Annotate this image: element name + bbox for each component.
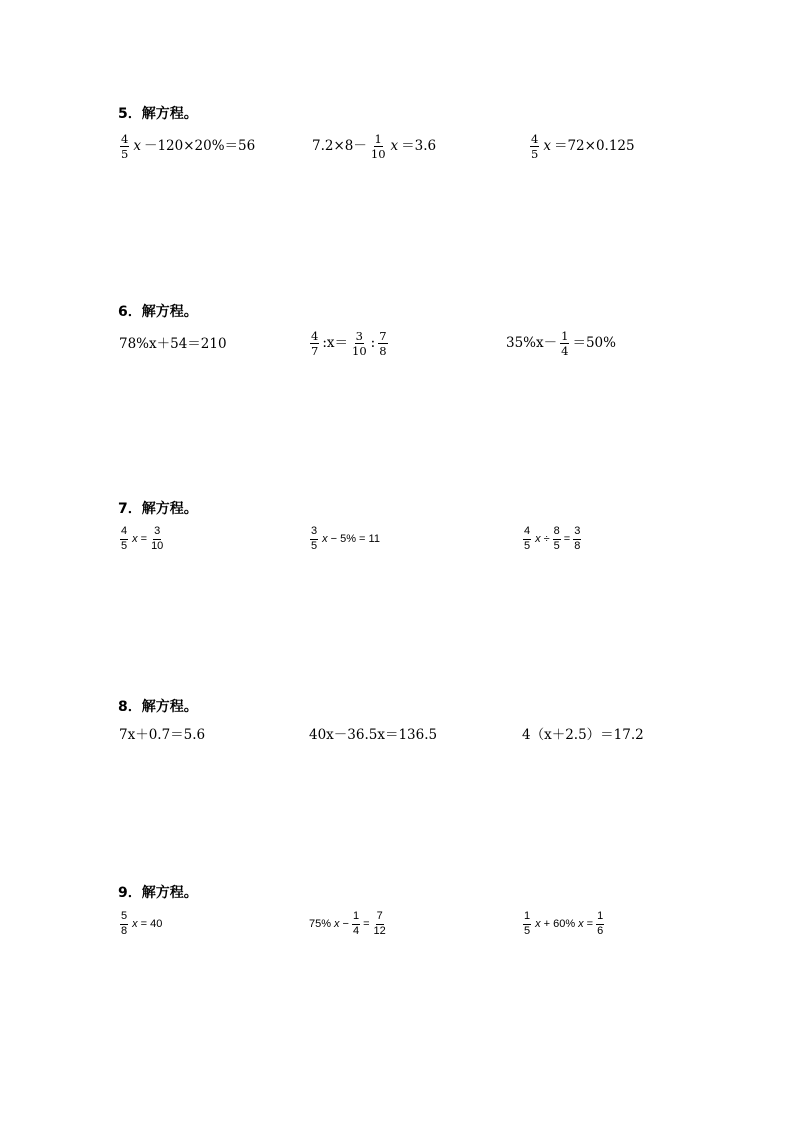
equation-text: 75% xyxy=(309,917,332,930)
fraction xyxy=(560,330,569,357)
problem-6-heading: 6．解方程。 xyxy=(118,304,198,320)
fraction xyxy=(120,133,129,160)
fraction xyxy=(352,911,360,937)
equation-text: 40x－36.5x＝136.5 xyxy=(309,727,438,743)
fraction-denominator: 5 xyxy=(524,539,531,552)
fraction-denominator: 6 xyxy=(597,924,604,937)
equation-text: − 5% = 11 xyxy=(330,532,380,545)
equation-text: + 60% xyxy=(543,917,576,930)
problem-8-equation-1 xyxy=(118,729,206,743)
problem-6-equation-2 xyxy=(308,330,390,357)
fraction-denominator: 10 xyxy=(352,344,367,359)
fraction xyxy=(373,911,387,937)
fraction-numerator: 3 xyxy=(153,526,161,540)
variable: x xyxy=(133,137,141,154)
equation-text: = xyxy=(586,917,594,930)
problem-7-equation-1 xyxy=(118,526,166,552)
equation-text: = xyxy=(563,532,571,545)
fraction-denominator: 12 xyxy=(373,924,386,937)
fraction xyxy=(523,526,531,552)
problem-5-equation-2 xyxy=(311,133,437,160)
fraction xyxy=(351,330,368,357)
problem-9-equation-3 xyxy=(521,911,606,937)
problem-6-equation-1 xyxy=(118,338,228,352)
problem-5-heading: 5．解方程。 xyxy=(118,106,198,122)
fraction-numerator: 4 xyxy=(531,132,539,146)
equation-text: ÷ xyxy=(543,532,550,545)
fraction-denominator: 8 xyxy=(379,344,387,359)
fraction xyxy=(596,911,604,937)
equation-text: －120×20%＝56 xyxy=(143,137,256,154)
equation-text: 78%x＋54＝210 xyxy=(119,336,227,352)
equation-text: ＝50% xyxy=(572,334,616,351)
variable: x xyxy=(334,917,340,930)
fraction-numerator: 4 xyxy=(311,329,319,343)
fraction-denominator: 5 xyxy=(531,147,539,162)
fraction-denominator: 4 xyxy=(561,344,569,359)
fraction xyxy=(120,911,128,937)
equation-text: ＝3.6 xyxy=(401,137,437,154)
fraction-denominator: 4 xyxy=(352,924,360,937)
fraction-denominator: 5 xyxy=(121,539,128,552)
variable: x xyxy=(543,137,551,154)
problem-5-equation-1 xyxy=(118,133,256,160)
fraction-numerator: 8 xyxy=(553,526,561,540)
problem-8-equation-3 xyxy=(521,729,645,743)
fraction xyxy=(150,526,164,552)
fraction xyxy=(573,526,581,552)
fraction-numerator: 1 xyxy=(523,911,531,925)
equation-text: :x＝ xyxy=(322,334,348,351)
fraction-denominator: 5 xyxy=(311,539,318,552)
fraction-numerator: 7 xyxy=(379,329,387,343)
fraction xyxy=(310,526,318,552)
problem-5-equation-3 xyxy=(528,133,636,160)
problem-7-equation-2 xyxy=(308,526,381,552)
problem-6-equation-3 xyxy=(505,330,617,357)
fraction-numerator: 4 xyxy=(120,526,128,540)
fraction-numerator: 3 xyxy=(310,526,318,540)
fraction-denominator: 8 xyxy=(574,539,581,552)
fraction-denominator: 5 xyxy=(553,539,560,552)
fraction-numerator: 3 xyxy=(573,526,581,540)
fraction xyxy=(310,330,319,357)
fraction-numerator: 4 xyxy=(121,132,129,146)
problem-7-equation-3 xyxy=(521,526,583,552)
equation-text: = xyxy=(140,532,148,545)
equation-text: 7.2×8－ xyxy=(312,137,367,154)
fraction-denominator: 10 xyxy=(370,147,386,162)
problem-8-heading: 8．解方程。 xyxy=(118,699,198,715)
problem-8-equation-2 xyxy=(308,729,438,743)
fraction-numerator: 1 xyxy=(352,911,360,925)
equation-text: 7x＋0.7＝5.6 xyxy=(119,727,206,743)
fraction xyxy=(378,330,387,357)
fraction xyxy=(523,911,531,937)
variable: x xyxy=(322,532,328,545)
variable: x xyxy=(535,917,541,930)
variable: x xyxy=(132,532,138,545)
problem-7-heading: 7．解方程。 xyxy=(118,501,198,517)
fraction xyxy=(553,526,561,552)
fraction-denominator: 10 xyxy=(151,539,164,552)
fraction xyxy=(530,133,539,160)
equation-text: ＝72×0.125 xyxy=(553,137,635,154)
fraction-numerator: 1 xyxy=(374,132,382,146)
fraction-numerator: 1 xyxy=(596,911,604,925)
equation-text: = 40 xyxy=(140,917,163,930)
fraction-numerator: 7 xyxy=(376,911,384,925)
fraction-numerator: 1 xyxy=(561,329,569,343)
equation-text: : xyxy=(370,334,376,351)
fraction-numerator: 5 xyxy=(120,911,128,925)
problem-9-heading: 9．解方程。 xyxy=(118,885,198,901)
fraction-denominator: 5 xyxy=(524,924,531,937)
equation-text: − xyxy=(342,917,349,930)
fraction-denominator: 7 xyxy=(311,344,319,359)
variable: x xyxy=(390,137,399,154)
variable: x xyxy=(535,532,541,545)
variable: x xyxy=(132,917,138,930)
fraction-denominator: 8 xyxy=(121,924,128,937)
equation-text: = xyxy=(363,917,370,930)
fraction-numerator: 4 xyxy=(523,526,531,540)
problem-9-equation-2 xyxy=(308,911,389,937)
equation-text: 4（x＋2.5）＝17.2 xyxy=(522,727,644,743)
fraction xyxy=(120,526,128,552)
variable: x xyxy=(578,917,584,930)
equation-text: 35%x－ xyxy=(506,334,558,351)
fraction xyxy=(370,133,387,160)
fraction-denominator: 5 xyxy=(121,147,129,162)
fraction-numerator: 3 xyxy=(355,329,363,343)
problem-9-equation-1 xyxy=(118,911,163,937)
